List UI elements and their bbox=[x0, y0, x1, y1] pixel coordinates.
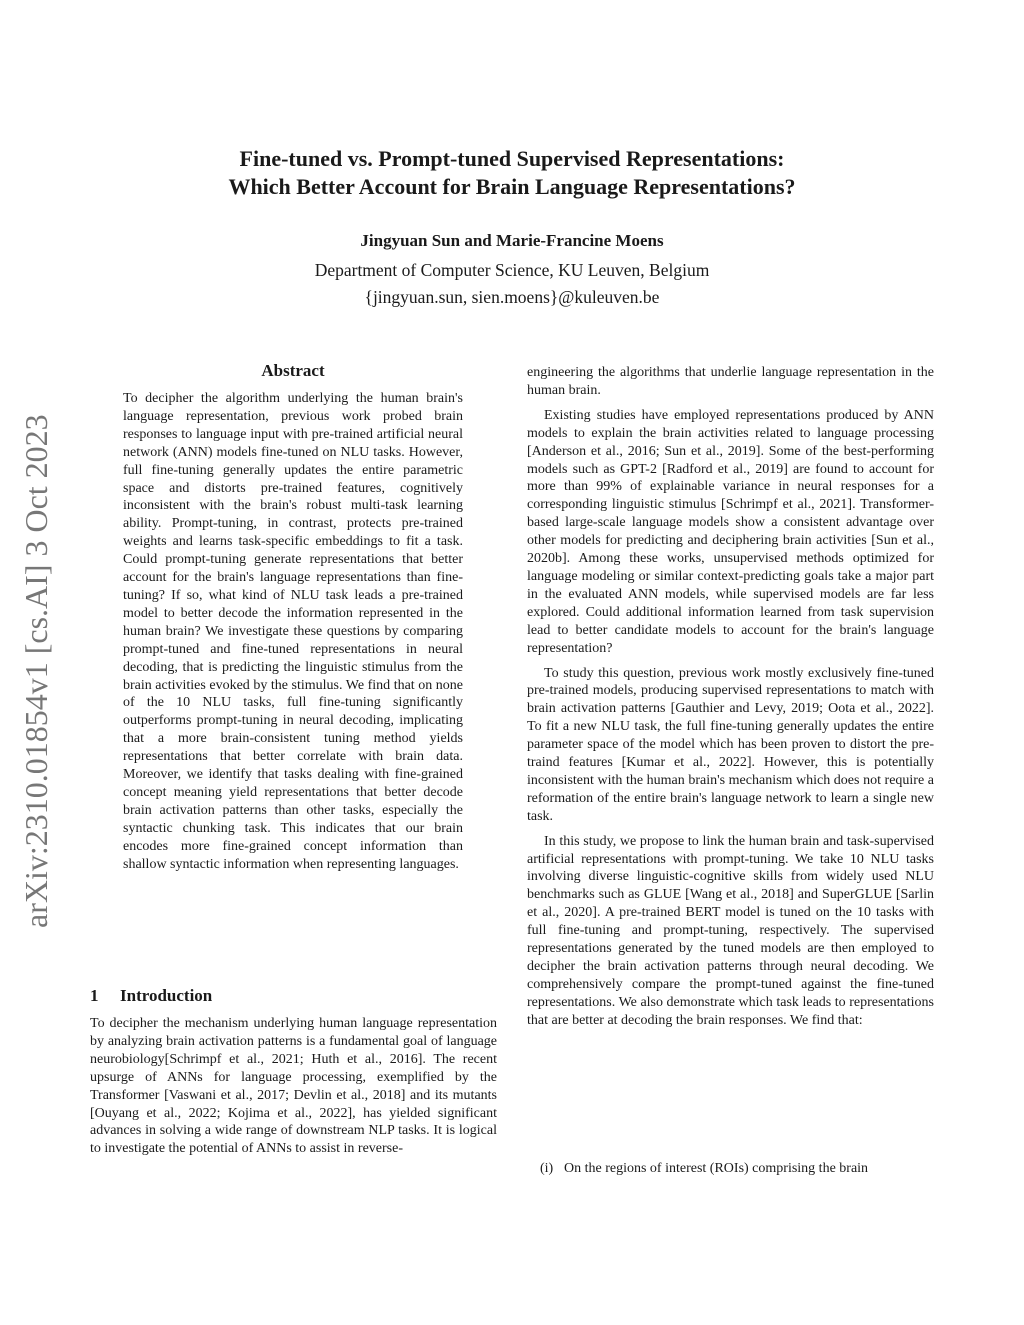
paragraph: In this study, we propose to link the human brain and task-supervised artificial representations with prompt-tuning. We take 10 NLU tasks involving diverse linguistic-cognitive skills from widely used NLU benchmarks such as GLUE [Wang et al., 2018] and SuperGLUE [Sarlin et al., 2020]. A pre-trained BERT model is tuned on the 10 tasks with full fine-tuning and prompt-tuning, respectively. The supervised representations generated by the tuned models are then employed to decipher the brain activation patterns through neural decoding. We comprehensively compare the prompt-tuned against the fine-tuned representations. We also demonstrate which task leads to representations that are better at decoding the brain responses. We find that: bbox=[527, 833, 934, 1028]
section-heading-introduction bbox=[90, 985, 212, 1007]
paper-title bbox=[80, 145, 944, 201]
finding-list-item bbox=[540, 1160, 934, 1178]
authors: Jingyuan Sun and Marie-Francine Moens bbox=[360, 231, 664, 250]
paragraph: To study this question, previous work mostly exclusively fine-tuned pre-trained models, producing supervised representations to match with brain activation patterns [Gauthier and Levy, 2019; Oota et al., 2022]. To fit a new NLU task, the full fine-tuning generally updates the entire parameter space of the model which has been proven to distort the pre-traind features [Kumar et al., 2022]. However, this is potentially inconsistent with the human brain's mechanism which does not require a reformation of the entire brain's language network to learn a single new task. bbox=[527, 665, 934, 824]
abstract-heading: Abstract bbox=[261, 361, 325, 380]
paragraph: Existing studies have employed representations produced by ANN models to explain the brain activities related to language processing [Anderson et al., 2016; Sun et al., 2019]. Some of the best-performing models such as GPT-2 [Radford et al., 2019] are found to account for more than 99% of explainable variance in neural responses for a corresponding linguistic stimulus [Schrimpf et al., 2021]. Transformer-based large-scale language models show a consistent advantage over other models for predicting and deciphering brain activities [Sun et al., 2020b]. Among these works, unsupervised methods optimized for language modeling or similar context-predicting goals take a major part in the evaluated ANN models, while supervised models are far less explored. Could additional information learned from task supervision lead to better candidate models to account for the brain's language representation? bbox=[527, 407, 934, 656]
title-line-1: Fine-tuned vs. Prompt-tuned Supervised Representations: bbox=[239, 146, 785, 171]
list-item-text: On the regions of interest (ROIs) comprising the brain bbox=[564, 1161, 869, 1176]
section-title: Introduction bbox=[120, 986, 213, 1005]
section-number: 1 bbox=[90, 986, 99, 1005]
paragraph: engineering the algorithms that underlie language representation in the human brain. bbox=[527, 365, 934, 398]
abstract-text: To decipher the algorithm underlying the human brain's language representation, previous work probed brain responses to language input with pre-trained artificial neural network (ANN) models fine-tuned on NLU tasks. However, full fine-tuning generally updates the entire parametric space and distorts pre-trained features, cognitively inconsistent with the brain's robust multi-task learning ability. Prompt-tuning, in contrast, protects pre-trained weights and learns task-specific embeddings to fit a task. Could prompt-tuning generate representations that better account for the brain's language representations than fine-tuning? If so, what kind of NLU task leads a pre-trained model to better decode the information represented in the human brain? We investigate these questions by comparing prompt-tuned and fine-tuned representations in neural decoding, that is predicting the linguistic stimulus from the brain activities evoked by the stimulus. We find that on none of the 10 NLU tasks, full fine-tuning significantly outperforms prompt-tuning in neural decoding, implicating that a more brain-consistent tuning method yields representations that better correlate with brain data. Moreover, we identify that tasks dealing with fine-grained concept meaning yield representations that better decode brain activation patterns than other tasks, especially the syntactic chunking task. This indicates that our brain encodes more fine-grained concept information than shallow syntactic information when representing languages. bbox=[123, 391, 463, 872]
list-item-label: (i) bbox=[540, 1161, 554, 1176]
affiliation: Department of Computer Science, KU Leuven, Belgium bbox=[314, 260, 710, 280]
arxiv-identifier: arXiv:2310.01854v1 [cs.AI] 3 Oct 2023 bbox=[18, 414, 54, 928]
introduction-text: To decipher the mechanism underlying human language representation by analyzing brain activation patterns is a fundamental goal of language neurobiology[Schrimpf et al., 2021; Huth et al., 2016]. The recent upsurge of ANNs for language processing, exemplified by the Transformer [Vaswani et al., 2017; Devlin et al., 2018] and its mutants [Ouyang et al., 2022; Kojima et al., 2022], has yielded significant advances in solving a wide range of downstream NLP tasks. It is logical to investigate the potential of ANNs to assist in reverse- bbox=[90, 1016, 497, 1157]
right-column bbox=[527, 364, 934, 1037]
author-email: {jingyuan.sun, sien.moens}@kuleuven.be bbox=[364, 287, 660, 307]
title-line-2: Which Better Account for Brain Language Representations? bbox=[228, 174, 796, 199]
